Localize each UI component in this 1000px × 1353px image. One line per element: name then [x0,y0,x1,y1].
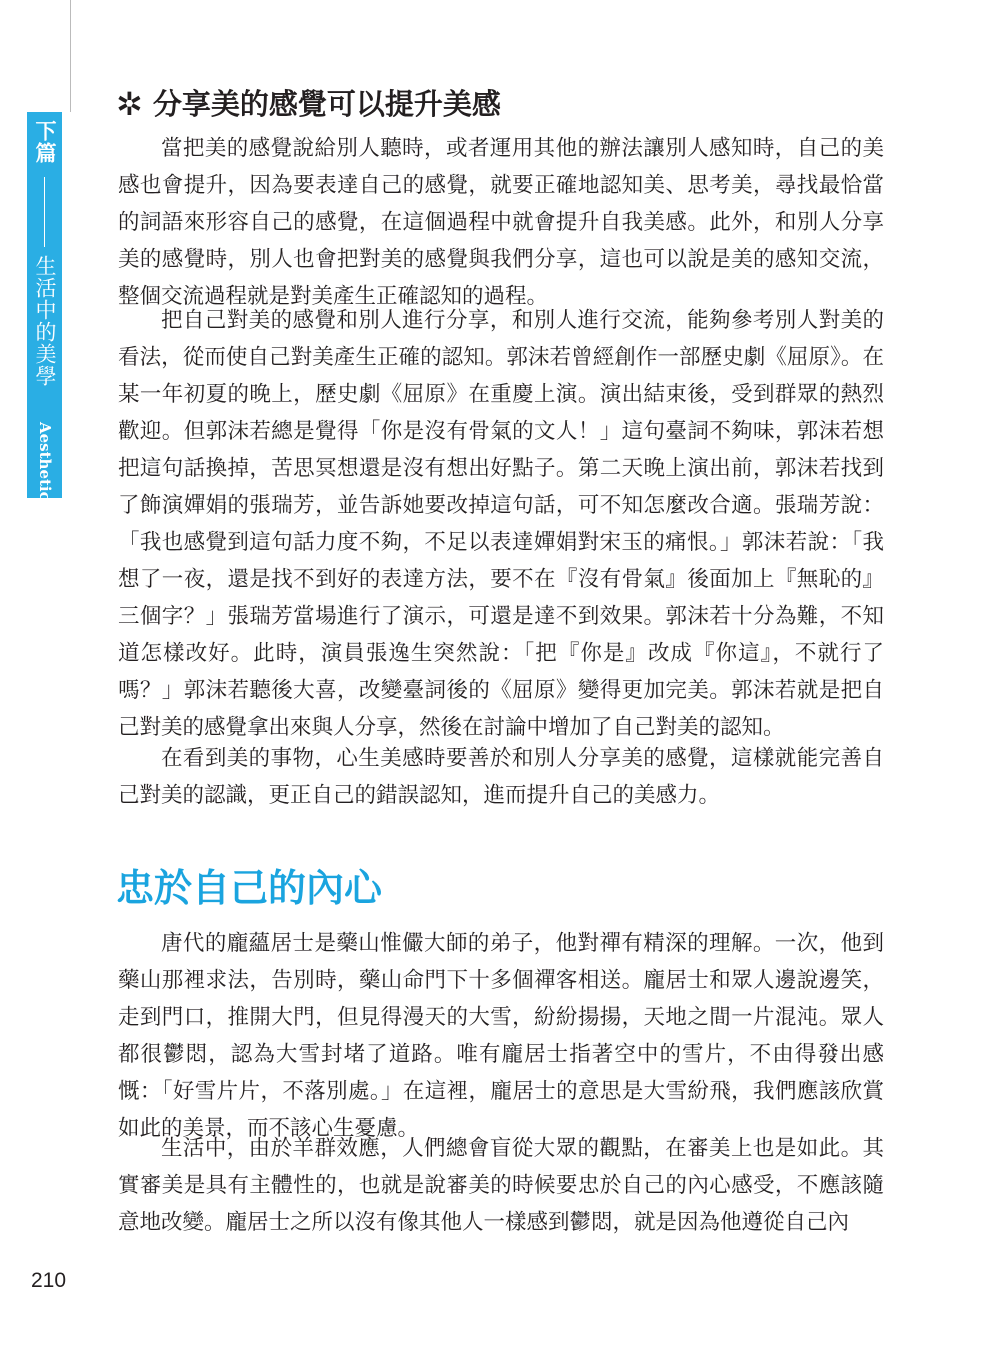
paragraph: 唐代的龐蘊居士是藥山惟儼大師的弟子，他對禪有精深的理解。一次，他到藥山那裡求法，告別時，藥山命門下十多個禪客相送。龐居士和眾人邊說邊笑，走到門口，推開大門，但見得漫天的大雪，紛紛揚揚，天地之間一片混沌。眾人都很鬱悶，認為大雪封堵了道路。唯有龐居士指著空中的雪片，不由得發出感慨：「好雪片片，不落別處。」在這裡，龐居士的意思是大雪紛飛，我們應該欣賞如此的美景，而不該心生憂慮。 [118,931,884,1141]
section-heading-share-beauty [116,86,501,122]
section-heading-text: 分享美的感覺可以提升美感 [152,87,501,121]
paragraph: 把自己對美的感覺和別人進行分享，和別人進行交流，能夠參考別人對美的看法，從而使自己對美產生正確的認知。郭沫若曾經創作一部歷史劇《屈原》。在某一年初夏的晚上，歷史劇《屈原》在重慶上演。演出結束後，受到群眾的熱烈歡迎。但郭沫若總是覺得「你是沒有骨氣的文人！」這句臺詞不夠味，郭沫若想把這句話換掉，苦思冥想還是沒有想出好點子。第二天晚上演出前，郭沫若找到了飾演嬋娟的張瑞芳，並告訴她要改掉這句話，可不知怎麼改合適。張瑞芳說：「我也感覺到這句話力度不夠，不足以表達嬋娟對宋玉的痛恨。」郭沫若說：「我想了一夜，還是找不到好的表達方法，要不在『沒有骨氣』後面加上『無恥的』三個字？」張瑞芳當場進行了演示，可還是達不到效果。郭沫若十分為難，不知道怎樣改好。此時，演員張逸生突然說：「把『你是』改成『你這』，不就行了嗎？」郭沫若聽後大喜，改變臺詞後的《屈原》變得更加完美。郭沫若就是把自己對美的感覺拿出來與人分享，然後在討論中增加了自己對美的認知。 [118,308,884,740]
chapter-side-tab [27,112,62,609]
paragraph: 生活中，由於羊群效應，人們總會盲從大眾的觀點，在審美上也是如此。其實審美是具有主體性的，也就是說審美的時候要忠於自己的內心感受，不應該隨意地改變。龐居士之所以沒有像其他人一樣感到鬱悶，就是因為他遵從自己內 [118,1136,884,1235]
margin-rule [70,0,71,112]
part-label: 下篇 [33,120,57,164]
chapter-title-en: Aesthetics Of Our Life [36,422,54,609]
asterisk-bullet-icon: ✲ [116,85,143,123]
page-number: 210 [31,1269,67,1292]
paragraph: 當把美的感覺說給別人聽時，或者運用其他的辦法讓別人感知時，自己的美感也會提升，因為要表達自己的感覺，就要正確地認知美、思考美，尋找最恰當的詞語來形容自己的感覺，在這個過程中就會提升自我美感。此外，和別人分享美的感覺時，別人也會把對美的感覺與我們分享，這也可以說是美的感知交流，整個交流過程就是對美產生正確認知的過程。 [118,136,884,309]
section-heading-true-to-heart: 忠於自己的內心 [116,866,383,910]
paragraph: 在看到美的事物，心生美感時要善於和別人分享美的感覺，這樣就能完善自己對美的認識，更正自己的錯誤認知，進而提升自己的美感力。 [118,746,884,808]
tab-divider [27,177,62,247]
chapter-title-cn: 生活中的美學 [33,255,57,387]
